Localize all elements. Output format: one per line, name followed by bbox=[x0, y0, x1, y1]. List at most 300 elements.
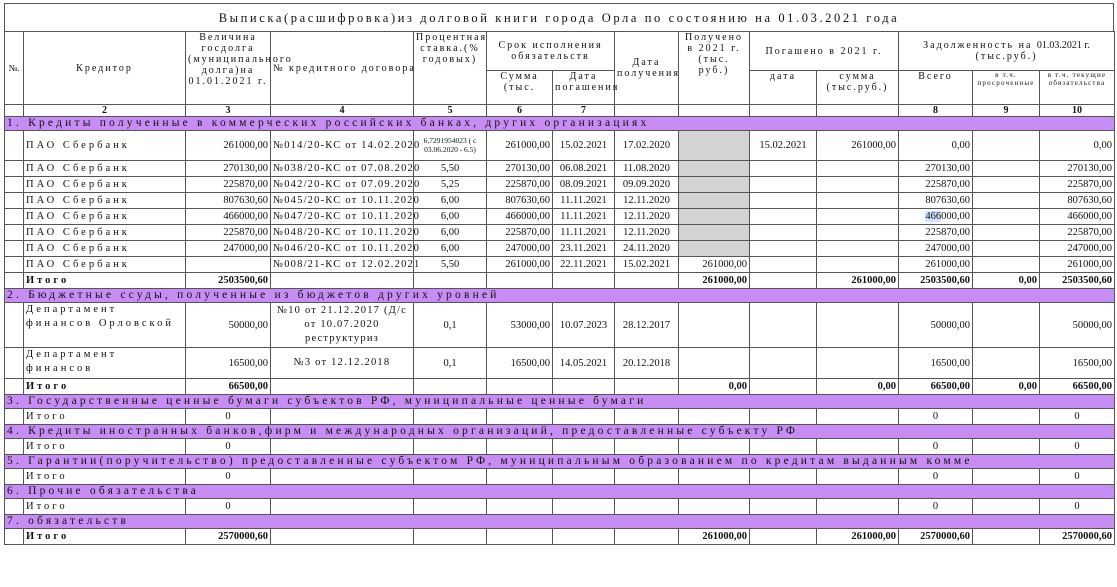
empty-cell bbox=[973, 348, 1040, 379]
current-cell: 270130,00 bbox=[1040, 161, 1115, 177]
rate-cell: 6,00 bbox=[414, 241, 487, 257]
column-number-12: 8 bbox=[899, 105, 973, 117]
received-2021-cell: 261000,00 bbox=[679, 257, 750, 273]
total-debt-size: 0 bbox=[186, 409, 271, 425]
empty-cell bbox=[817, 499, 899, 515]
empty-cell bbox=[414, 409, 487, 425]
row-number bbox=[5, 409, 24, 425]
overdue-cell bbox=[973, 161, 1040, 177]
empty-cell bbox=[487, 273, 553, 289]
column-number-11 bbox=[817, 105, 899, 117]
repaid-sum-cell bbox=[817, 225, 899, 241]
repaid-sum-cell bbox=[817, 177, 899, 193]
debt-total-cell: 16500,00 bbox=[899, 348, 973, 379]
date-received-cell: 24.11.2020 bbox=[615, 241, 679, 257]
grand-total-received-2021: 261000,00 bbox=[679, 529, 750, 545]
repaid-sum-cell bbox=[817, 161, 899, 177]
col-rate-header: Процентная ставка.(% годовых) bbox=[414, 32, 487, 105]
overdue-cell bbox=[973, 241, 1040, 257]
empty-cell bbox=[553, 379, 615, 395]
total-label: Итого bbox=[24, 439, 186, 455]
empty-cell bbox=[679, 439, 750, 455]
row-number bbox=[5, 348, 24, 379]
empty-cell bbox=[973, 469, 1040, 485]
empty-cell bbox=[750, 529, 817, 545]
empty-cell bbox=[750, 273, 817, 289]
col-term-date-header: Дата погашения bbox=[553, 71, 615, 105]
debt-total-cell: 261000,00 bbox=[899, 257, 973, 273]
col-debt-size-header: Величина госдолга (муниципального долга)на 01.01.2021 г. bbox=[186, 32, 271, 105]
table-row bbox=[5, 177, 1115, 193]
contract-cell: №045/20-КС от 10.11.2020 bbox=[271, 193, 414, 209]
col-contract-header: № кредитного договора bbox=[271, 32, 414, 105]
empty-cell bbox=[973, 303, 1040, 348]
date-received-cell: 20.12.2018 bbox=[615, 348, 679, 379]
total-current: 0 bbox=[1040, 469, 1115, 485]
creditor-cell: ПАО Сбербанк bbox=[24, 131, 186, 161]
empty-cell bbox=[679, 303, 750, 348]
repaid-date-cell bbox=[750, 209, 817, 225]
section-6-row bbox=[5, 485, 1115, 499]
row-number bbox=[5, 499, 24, 515]
debt-book-sheet bbox=[4, 3, 1115, 545]
rate-cell: 5,50 bbox=[414, 161, 487, 177]
debt-size-cell: 466000,00 bbox=[186, 209, 271, 225]
debt-size-cell bbox=[186, 257, 271, 273]
overdue-cell bbox=[973, 225, 1040, 241]
debt-size-cell: 807630,60 bbox=[186, 193, 271, 209]
debt-size-cell: 225870,00 bbox=[186, 177, 271, 193]
current-cell: 0,00 bbox=[1040, 131, 1115, 161]
table-row bbox=[5, 225, 1115, 241]
received-2021-cell bbox=[679, 225, 750, 241]
term-sum-cell: 261000,00 bbox=[487, 131, 553, 161]
contract-cell: №038/20-КС от 07.08.2020 bbox=[271, 161, 414, 177]
overdue-cell bbox=[973, 257, 1040, 273]
term-date-cell: 23.11.2021 bbox=[553, 241, 615, 257]
date-received-cell: 12.11.2020 bbox=[615, 193, 679, 209]
empty-cell bbox=[973, 439, 1040, 455]
term-sum-cell: 247000,00 bbox=[487, 241, 553, 257]
term-date-cell: 06.08.2021 bbox=[553, 161, 615, 177]
empty-cell bbox=[271, 439, 414, 455]
grand-total-current: 2570000,60 bbox=[1040, 529, 1115, 545]
section-7-row bbox=[5, 515, 1115, 529]
creditor-cell: ПАО Сбербанк bbox=[24, 209, 186, 225]
empty-cell bbox=[615, 469, 679, 485]
row-number bbox=[5, 193, 24, 209]
column-number-5: 5 bbox=[414, 105, 487, 117]
column-number-4: 4 bbox=[271, 105, 414, 117]
column-number-10 bbox=[750, 105, 817, 117]
document-title: Выписка(расшифровка)из долговой книги города Орла по состоянию на 01.03.2021 года bbox=[4, 3, 1114, 31]
debt-size-cell: 16500,00 bbox=[186, 348, 271, 379]
received-2021-cell bbox=[679, 177, 750, 193]
date-received-cell: 11.08.2020 bbox=[615, 161, 679, 177]
empty-cell bbox=[750, 409, 817, 425]
total-repaid-sum: 0,00 bbox=[817, 379, 899, 395]
contract-cell: №042/20-КС от 07.09.2020 bbox=[271, 177, 414, 193]
debt-total-cell bbox=[899, 209, 973, 225]
total-debt-size: 0 bbox=[186, 469, 271, 485]
contract-cell: №047/20-КС от 10.11.2020 bbox=[271, 209, 414, 225]
total-current: 0 bbox=[1040, 499, 1115, 515]
rate-cell: 6,00 bbox=[414, 193, 487, 209]
term-sum-cell: 807630,60 bbox=[487, 193, 553, 209]
repaid-sum-cell: 261000,00 bbox=[817, 131, 899, 161]
section-5-row bbox=[5, 455, 1115, 469]
creditor-cell: ПАО Сбербанк bbox=[24, 193, 186, 209]
empty-cell bbox=[750, 348, 817, 379]
empty-cell bbox=[487, 409, 553, 425]
debt-table bbox=[4, 31, 1115, 545]
empty-cell bbox=[679, 348, 750, 379]
col-term-header: Срок исполнения обязательств bbox=[487, 32, 615, 71]
term-date-cell: 08.09.2021 bbox=[553, 177, 615, 193]
term-date-cell: 10.07.2023 bbox=[553, 303, 615, 348]
repaid-date-cell: 15.02.2021 bbox=[750, 131, 817, 161]
empty-cell bbox=[817, 303, 899, 348]
total-row bbox=[5, 409, 1115, 425]
term-date-cell: 14.05.2021 bbox=[553, 348, 615, 379]
empty-cell bbox=[817, 469, 899, 485]
current-cell: 261000,00 bbox=[1040, 257, 1115, 273]
date-received-cell: 17.02.2020 bbox=[615, 131, 679, 161]
row-number bbox=[5, 379, 24, 395]
row-number bbox=[5, 131, 24, 161]
contract-cell: №008/21-КС от 12.02.2021 bbox=[271, 257, 414, 273]
debt-total-cell: 247000,00 bbox=[899, 241, 973, 257]
row-number bbox=[5, 303, 24, 348]
total-current: 0 bbox=[1040, 439, 1115, 455]
repaid-sum-cell bbox=[817, 241, 899, 257]
date-received-cell: 12.11.2020 bbox=[615, 225, 679, 241]
total-label: Итого bbox=[24, 379, 186, 395]
empty-cell bbox=[553, 529, 615, 545]
debt-size-cell: 225870,00 bbox=[186, 225, 271, 241]
col-current-header: в т.ч. текущие обязательства bbox=[1040, 71, 1115, 105]
total-debt: 0 bbox=[899, 469, 973, 485]
empty-cell bbox=[414, 439, 487, 455]
highlighted-text[interactable]: 466 bbox=[925, 211, 942, 222]
rate-cell: 0,1 bbox=[414, 348, 487, 379]
column-number-2: 2 bbox=[24, 105, 186, 117]
row-number bbox=[5, 257, 24, 273]
contract-cell: №048/20-КС от 10.11.2020 bbox=[271, 225, 414, 241]
section-1-title: 1. Кредиты полученные в коммерческих российских банках, других организациях bbox=[5, 117, 1115, 131]
section-1-row bbox=[5, 117, 1115, 131]
term-sum-cell: 466000,00 bbox=[487, 209, 553, 225]
col-repaid-sum-header: сумма (тыс.руб.) bbox=[817, 71, 899, 105]
column-number-6: 6 bbox=[487, 105, 553, 117]
col-received-2021-header: Получено в 2021 г. (тыс. руб.) bbox=[679, 32, 750, 105]
total-repaid-sum: 261000,00 bbox=[817, 273, 899, 289]
current-cell: 16500,00 bbox=[1040, 348, 1115, 379]
empty-cell bbox=[553, 409, 615, 425]
table-row bbox=[5, 257, 1115, 273]
current-cell: 225870,00 bbox=[1040, 177, 1115, 193]
empty-cell bbox=[615, 273, 679, 289]
table-row bbox=[5, 161, 1115, 177]
section-2-row bbox=[5, 289, 1115, 303]
total-overdue: 0,00 bbox=[973, 273, 1040, 289]
empty-cell bbox=[679, 469, 750, 485]
total-label: Итого bbox=[24, 499, 186, 515]
overdue-cell bbox=[973, 193, 1040, 209]
repaid-sum-cell bbox=[817, 209, 899, 225]
total-debt: 0 bbox=[899, 499, 973, 515]
empty-cell bbox=[271, 469, 414, 485]
col-creditor-header: Кредитор bbox=[24, 32, 186, 105]
creditor-cell: Департамент финансов Орловской bbox=[24, 303, 186, 348]
total-row bbox=[5, 499, 1115, 515]
term-date-cell: 11.11.2021 bbox=[553, 193, 615, 209]
table-row bbox=[5, 348, 1115, 379]
empty-cell bbox=[553, 499, 615, 515]
total-debt: 2503500,60 bbox=[899, 273, 973, 289]
empty-cell bbox=[615, 409, 679, 425]
grand-total-row bbox=[5, 529, 1115, 545]
empty-cell bbox=[553, 469, 615, 485]
row-number bbox=[5, 225, 24, 241]
col-repaid-date-header: дата bbox=[750, 71, 817, 105]
total-debt-size: 0 bbox=[186, 439, 271, 455]
empty-cell bbox=[487, 529, 553, 545]
empty-cell bbox=[973, 409, 1040, 425]
received-2021-cell bbox=[679, 241, 750, 257]
section-3-row bbox=[5, 395, 1115, 409]
table-row bbox=[5, 209, 1115, 225]
current-cell: 50000,00 bbox=[1040, 303, 1115, 348]
empty-cell bbox=[679, 499, 750, 515]
table-row bbox=[5, 303, 1115, 348]
empty-cell bbox=[615, 529, 679, 545]
current-cell: 466000,00 bbox=[1040, 209, 1115, 225]
column-number-3: 3 bbox=[186, 105, 271, 117]
section-3-row-title: 3. Государственные ценные бумаги субъектов РФ, муниципальные ценные бумаги bbox=[5, 395, 1115, 409]
total-label: Итого bbox=[24, 273, 186, 289]
total-debt-size: 0 bbox=[186, 499, 271, 515]
current-cell: 225870,00 bbox=[1040, 225, 1115, 241]
empty-cell bbox=[750, 379, 817, 395]
total-overdue: 0,00 bbox=[973, 379, 1040, 395]
term-sum-cell: 225870,00 bbox=[487, 177, 553, 193]
repaid-date-cell bbox=[750, 225, 817, 241]
rate-cell: 5,50 bbox=[414, 257, 487, 273]
total-label: Итого bbox=[24, 469, 186, 485]
empty-cell bbox=[271, 379, 414, 395]
repaid-date-cell bbox=[750, 161, 817, 177]
empty-cell bbox=[553, 439, 615, 455]
col-date-received-header: Дата получения bbox=[615, 32, 679, 105]
col-overdue-header: в т.ч. просроченные bbox=[973, 71, 1040, 105]
repaid-date-cell bbox=[750, 193, 817, 209]
row-number bbox=[5, 241, 24, 257]
creditor-cell: ПАО Сбербанк bbox=[24, 257, 186, 273]
received-2021-cell bbox=[679, 209, 750, 225]
received-2021-cell bbox=[679, 161, 750, 177]
col-repaid-2021-header: Погашено в 2021 г. bbox=[750, 32, 899, 71]
bank-total-row bbox=[5, 273, 1115, 289]
creditor-cell: ПАО Сбербанк bbox=[24, 225, 186, 241]
debt-size-cell: 270130,00 bbox=[186, 161, 271, 177]
empty-cell bbox=[414, 469, 487, 485]
section-7-row-title: 7. обязательств bbox=[5, 515, 1115, 529]
empty-cell bbox=[271, 273, 414, 289]
total-received-2021: 261000,00 bbox=[679, 273, 750, 289]
repaid-date-cell bbox=[750, 257, 817, 273]
received-2021-cell bbox=[679, 131, 750, 161]
rate-cell: 6,00 bbox=[414, 209, 487, 225]
rate-cell: 0,1 bbox=[414, 303, 487, 348]
contract-cell: №046/20-КС от 10.11.2020 bbox=[271, 241, 414, 257]
section-6-row-title: 6. Прочие обязательства bbox=[5, 485, 1115, 499]
empty-cell bbox=[750, 439, 817, 455]
empty-cell bbox=[271, 409, 414, 425]
contract-cell: №3 от 12.12.2018 bbox=[271, 348, 414, 379]
col-debt-on-header: Задолженность на 01.03.2021 г. (тыс.руб.) bbox=[899, 32, 1115, 71]
column-number-row bbox=[5, 105, 1115, 117]
empty-cell bbox=[973, 499, 1040, 515]
empty-cell bbox=[615, 499, 679, 515]
term-sum-cell: 225870,00 bbox=[487, 225, 553, 241]
term-date-cell: 15.02.2021 bbox=[553, 131, 615, 161]
table-row bbox=[5, 241, 1115, 257]
grand-total-debt-size: 2570000,60 bbox=[186, 529, 271, 545]
total-debt: 0 bbox=[899, 409, 973, 425]
term-date-cell: 22.11.2021 bbox=[553, 257, 615, 273]
term-date-cell: 11.11.2021 bbox=[553, 225, 615, 241]
grand-total-label: Итого bbox=[24, 529, 186, 545]
grand-total-repaid-sum: 261000,00 bbox=[817, 529, 899, 545]
col-term-sum-header: Сумма (тыс. bbox=[487, 71, 553, 105]
empty-cell bbox=[271, 499, 414, 515]
total-current: 0 bbox=[1040, 409, 1115, 425]
debt-size-cell: 261000,00 bbox=[186, 131, 271, 161]
total-current: 66500,00 bbox=[1040, 379, 1115, 395]
rate-cell: 6,7291954023 ( с 03.06.2020 - 6.5) bbox=[414, 131, 487, 161]
debt-size-cell: 50000,00 bbox=[186, 303, 271, 348]
received-2021-cell bbox=[679, 193, 750, 209]
empty-cell bbox=[679, 409, 750, 425]
date-received-cell: 12.11.2020 bbox=[615, 209, 679, 225]
rate-cell: 5,25 bbox=[414, 177, 487, 193]
creditor-cell: ПАО Сбербанк bbox=[24, 241, 186, 257]
total-debt: 0 bbox=[899, 439, 973, 455]
creditor-cell: ПАО Сбербанк bbox=[24, 177, 186, 193]
date-received-cell: 15.02.2021 bbox=[615, 257, 679, 273]
empty-cell bbox=[973, 529, 1040, 545]
table-row bbox=[5, 193, 1115, 209]
grand-total-debt: 2570000,60 bbox=[899, 529, 973, 545]
row-number bbox=[5, 469, 24, 485]
overdue-cell bbox=[973, 177, 1040, 193]
repaid-date-cell bbox=[750, 241, 817, 257]
section-5-row-title: 5. Гарантии(поручительство) предоставленные субъектом РФ, муниципальным образованием по кредитам выданным комме bbox=[5, 455, 1115, 469]
empty-cell bbox=[414, 529, 487, 545]
empty-cell bbox=[487, 499, 553, 515]
empty-cell bbox=[750, 469, 817, 485]
column-number-13: 9 bbox=[973, 105, 1040, 117]
row-number bbox=[5, 439, 24, 455]
column-number-7: 7 bbox=[553, 105, 615, 117]
creditor-cell: Департамент финансов bbox=[24, 348, 186, 379]
date-received-cell: 09.09.2020 bbox=[615, 177, 679, 193]
creditor-cell: ПАО Сбербанк bbox=[24, 161, 186, 177]
debt-total-cell: 225870,00 bbox=[899, 177, 973, 193]
rate-cell: 6,00 bbox=[414, 225, 487, 241]
column-number-14: 10 bbox=[1040, 105, 1115, 117]
empty-cell bbox=[817, 439, 899, 455]
section-4-row-title: 4. Кредиты иностранных банков,фирм и международных организаций, предоставленные субъекту РФ bbox=[5, 425, 1115, 439]
empty-cell bbox=[553, 273, 615, 289]
empty-cell bbox=[487, 469, 553, 485]
empty-cell bbox=[414, 273, 487, 289]
empty-cell bbox=[615, 379, 679, 395]
date-received-cell: 28.12.2017 bbox=[615, 303, 679, 348]
row-number bbox=[5, 209, 24, 225]
debt-total-cell: 225870,00 bbox=[899, 225, 973, 241]
debt-total-cell: 807630,60 bbox=[899, 193, 973, 209]
row-number bbox=[5, 177, 24, 193]
debt-total-rest: 000,00 bbox=[941, 211, 971, 222]
term-date-cell: 11.11.2021 bbox=[553, 209, 615, 225]
contract-cell: №10 от 21.12.2017 (Д/с от 10.07.2020 реструктуриз bbox=[271, 303, 414, 348]
empty-cell bbox=[615, 439, 679, 455]
section-2-row-title: 2. Бюджетные ссуды, полученные из бюджетов других уровней bbox=[5, 289, 1115, 303]
repaid-date-cell bbox=[750, 177, 817, 193]
table-row bbox=[5, 131, 1115, 161]
total-debt: 66500,00 bbox=[899, 379, 973, 395]
column-number-1 bbox=[5, 105, 24, 117]
debt-total-cell: 0,00 bbox=[899, 131, 973, 161]
total-debt-size: 66500,00 bbox=[186, 379, 271, 395]
row-number bbox=[5, 529, 24, 545]
empty-cell bbox=[817, 409, 899, 425]
total-received-2021: 0,00 bbox=[679, 379, 750, 395]
term-sum-cell: 261000,00 bbox=[487, 257, 553, 273]
budget-total-row bbox=[5, 379, 1115, 395]
empty-cell bbox=[414, 379, 487, 395]
empty-cell bbox=[487, 379, 553, 395]
term-sum-cell: 270130,00 bbox=[487, 161, 553, 177]
row-number bbox=[5, 273, 24, 289]
row-number bbox=[5, 161, 24, 177]
column-number-9 bbox=[679, 105, 750, 117]
total-row bbox=[5, 469, 1115, 485]
debt-size-cell: 247000,00 bbox=[186, 241, 271, 257]
empty-cell bbox=[750, 499, 817, 515]
current-cell: 247000,00 bbox=[1040, 241, 1115, 257]
total-current: 2503500,60 bbox=[1040, 273, 1115, 289]
current-cell: 807630,60 bbox=[1040, 193, 1115, 209]
empty-cell bbox=[487, 439, 553, 455]
total-debt-size: 2503500,60 bbox=[186, 273, 271, 289]
overdue-cell bbox=[973, 209, 1040, 225]
column-number-8 bbox=[615, 105, 679, 117]
empty-cell bbox=[817, 348, 899, 379]
contract-cell: №014/20-КС от 14.02.2020 bbox=[271, 131, 414, 161]
debt-total-cell: 50000,00 bbox=[899, 303, 973, 348]
section-4-row bbox=[5, 425, 1115, 439]
repaid-sum-cell bbox=[817, 257, 899, 273]
empty-cell bbox=[271, 529, 414, 545]
empty-cell bbox=[414, 499, 487, 515]
term-sum-cell: 53000,00 bbox=[487, 303, 553, 348]
term-sum-cell: 16500,00 bbox=[487, 348, 553, 379]
total-row bbox=[5, 439, 1115, 455]
header-row-1 bbox=[5, 32, 1115, 71]
